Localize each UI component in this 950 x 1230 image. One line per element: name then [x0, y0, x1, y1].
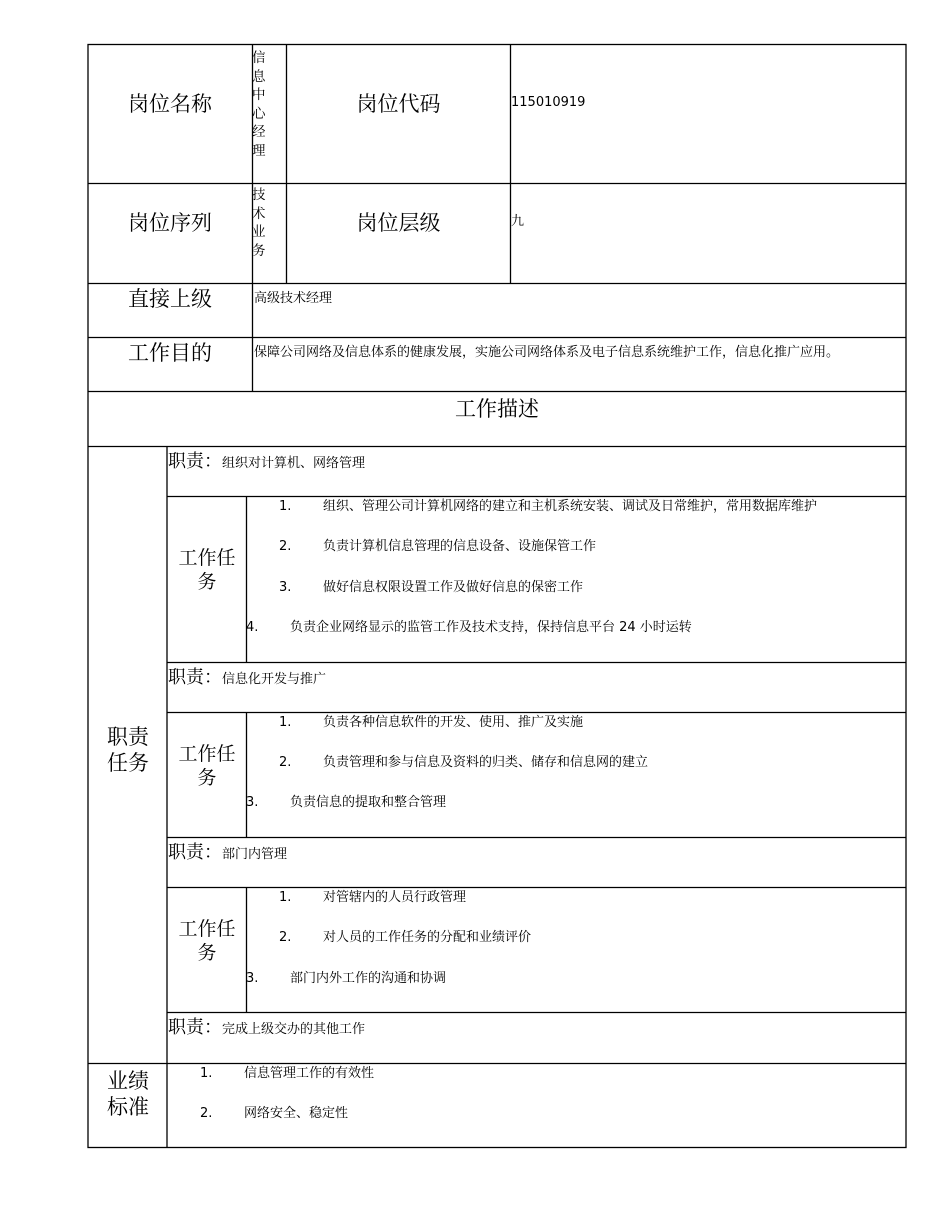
position-name-value: 信息中心经理 — [252, 50, 266, 159]
task-num: 1. — [279, 715, 292, 730]
task-num: 3. — [279, 580, 292, 595]
performance-num: 2. — [200, 1106, 213, 1121]
task-text: 对管辖内的人员行政管理 — [323, 890, 467, 905]
task-num: 2. — [279, 539, 292, 554]
task-item — [246, 794, 446, 812]
task-text: 做好信息权限设置工作及做好信息的保密工作 — [323, 580, 584, 595]
task-label: 工作任务 — [178, 546, 236, 593]
task-num: 3. — [246, 971, 259, 986]
task-item — [279, 754, 648, 772]
performance-label: 业绩标准 — [107, 1069, 149, 1119]
task-num: 4. — [246, 620, 259, 635]
position-series-label: 岗位序列 — [128, 211, 212, 235]
position-level-value: 九 — [511, 214, 525, 229]
task-text: 组织、管理公司计算机网络的建立和主机系统安装、调试及日常维护，常用数据库维护 — [323, 499, 818, 514]
purpose-label: 工作目的 — [128, 341, 212, 365]
task-item — [279, 929, 531, 947]
task-label: 工作任务 — [178, 742, 236, 789]
position-name-label: 岗位名称 — [128, 92, 212, 116]
task-num: 1. — [279, 499, 292, 514]
task-num: 1. — [279, 890, 292, 905]
position-series-value: 技术业务 — [252, 187, 266, 259]
supervisor-value: 高级技术经理 — [254, 291, 333, 306]
performance-text: 信息管理工作的有效性 — [244, 1066, 375, 1081]
duty-4-header — [168, 1017, 365, 1039]
description-title: 工作描述 — [455, 397, 539, 421]
duty-name: 部门内管理 — [222, 847, 288, 862]
task-num: 3. — [246, 795, 259, 810]
performance-text: 网络安全、稳定性 — [244, 1106, 349, 1121]
duty-prefix: 职责： — [168, 1017, 222, 1038]
task-num: 2. — [279, 755, 292, 770]
task-text: 负责各种信息软件的开发、使用、推广及实施 — [323, 715, 584, 730]
supervisor-label: 直接上级 — [128, 287, 212, 311]
task-text: 负责计算机信息管理的信息设备、设施保管工作 — [323, 539, 597, 554]
duty-name: 完成上级交办的其他工作 — [222, 1022, 366, 1037]
purpose-value: 保障公司网络及信息体系的健康发展，实施公司网络体系及电子信息系统维护工作，信息化推广应用。 — [254, 345, 840, 360]
duty-1-header — [168, 451, 365, 473]
duty-name: 组织对计算机、网络管理 — [222, 456, 366, 471]
task-num: 2. — [279, 930, 292, 945]
task-item — [279, 714, 583, 732]
duties-label: 职责任务 — [107, 725, 149, 775]
position-code-value: 115010919 — [511, 95, 586, 110]
task-item — [279, 579, 583, 597]
task-item — [279, 538, 596, 556]
performance-item — [200, 1105, 348, 1123]
task-item — [246, 970, 446, 988]
task-label: 工作任务 — [178, 917, 236, 964]
duty-prefix: 职责： — [168, 667, 222, 688]
task-item — [279, 498, 817, 516]
duty-2-header — [168, 667, 326, 689]
position-code-label: 岗位代码 — [356, 92, 441, 116]
duty-name: 信息化开发与推广 — [222, 672, 327, 687]
duty-prefix: 职责： — [168, 451, 222, 472]
task-text: 负责企业网络显示的监管工作及技术支持，保持信息平台 24 小时运转 — [290, 620, 692, 635]
performance-num: 1. — [200, 1066, 213, 1081]
performance-item — [200, 1065, 374, 1083]
task-item — [246, 619, 692, 637]
task-text: 负责管理和参与信息及资料的归类、储存和信息网的建立 — [323, 755, 649, 770]
task-text: 对人员的工作任务的分配和业绩评价 — [323, 930, 532, 945]
task-item — [279, 889, 466, 907]
task-text: 负责信息的提取和整合管理 — [290, 795, 447, 810]
position-level-label: 岗位层级 — [356, 211, 441, 235]
duty-3-header — [168, 842, 287, 864]
duty-prefix: 职责： — [168, 842, 222, 863]
task-text: 部门内外工作的沟通和协调 — [290, 971, 447, 986]
